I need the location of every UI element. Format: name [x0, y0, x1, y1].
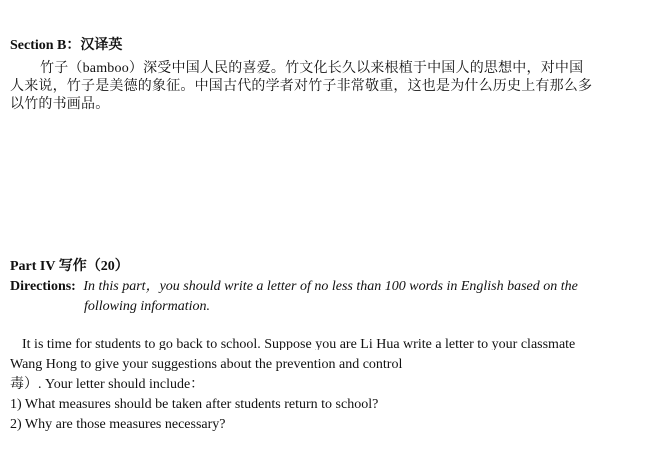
prompt-question-1: 1) What measures should be taken after students return to school?: [10, 397, 379, 412]
prompt-line-1: It is time for students to go back to school. Suppose you are Li Hua write a letter to your classmate: [22, 338, 576, 350]
directions-line-1: [10, 280, 578, 294]
prompt-question-2: 2) Why are those measures necessary?: [10, 417, 226, 432]
directions-text-2: following information.: [84, 299, 211, 314]
directions-label: Directions:: [10, 279, 76, 294]
part-iv-heading: Part IV 写作（20）: [10, 259, 129, 274]
section-b-heading: Section B：汉译英: [10, 38, 123, 53]
translation-paragraph-line-2: 人来说，竹子是美德的象征。中国古代的学者对竹子非常敬重，这也是为什么历史上有那么多: [10, 79, 593, 94]
prompt-line-2: Wang Hong to give your suggestions about the prevention and control: [10, 357, 403, 372]
directions-text-1: In this part，you should write a letter of no less than 100 words in English based on the: [83, 279, 578, 294]
translation-paragraph-line-1: 竹子（bamboo）深受中国人民的喜爱。竹文化长久以来根植于中国人的思想中，对中国: [40, 61, 584, 76]
translation-paragraph-line-3: 以竹的书画品。: [10, 97, 110, 112]
prompt-line-3: 毒）. Your letter should include：: [10, 377, 205, 392]
